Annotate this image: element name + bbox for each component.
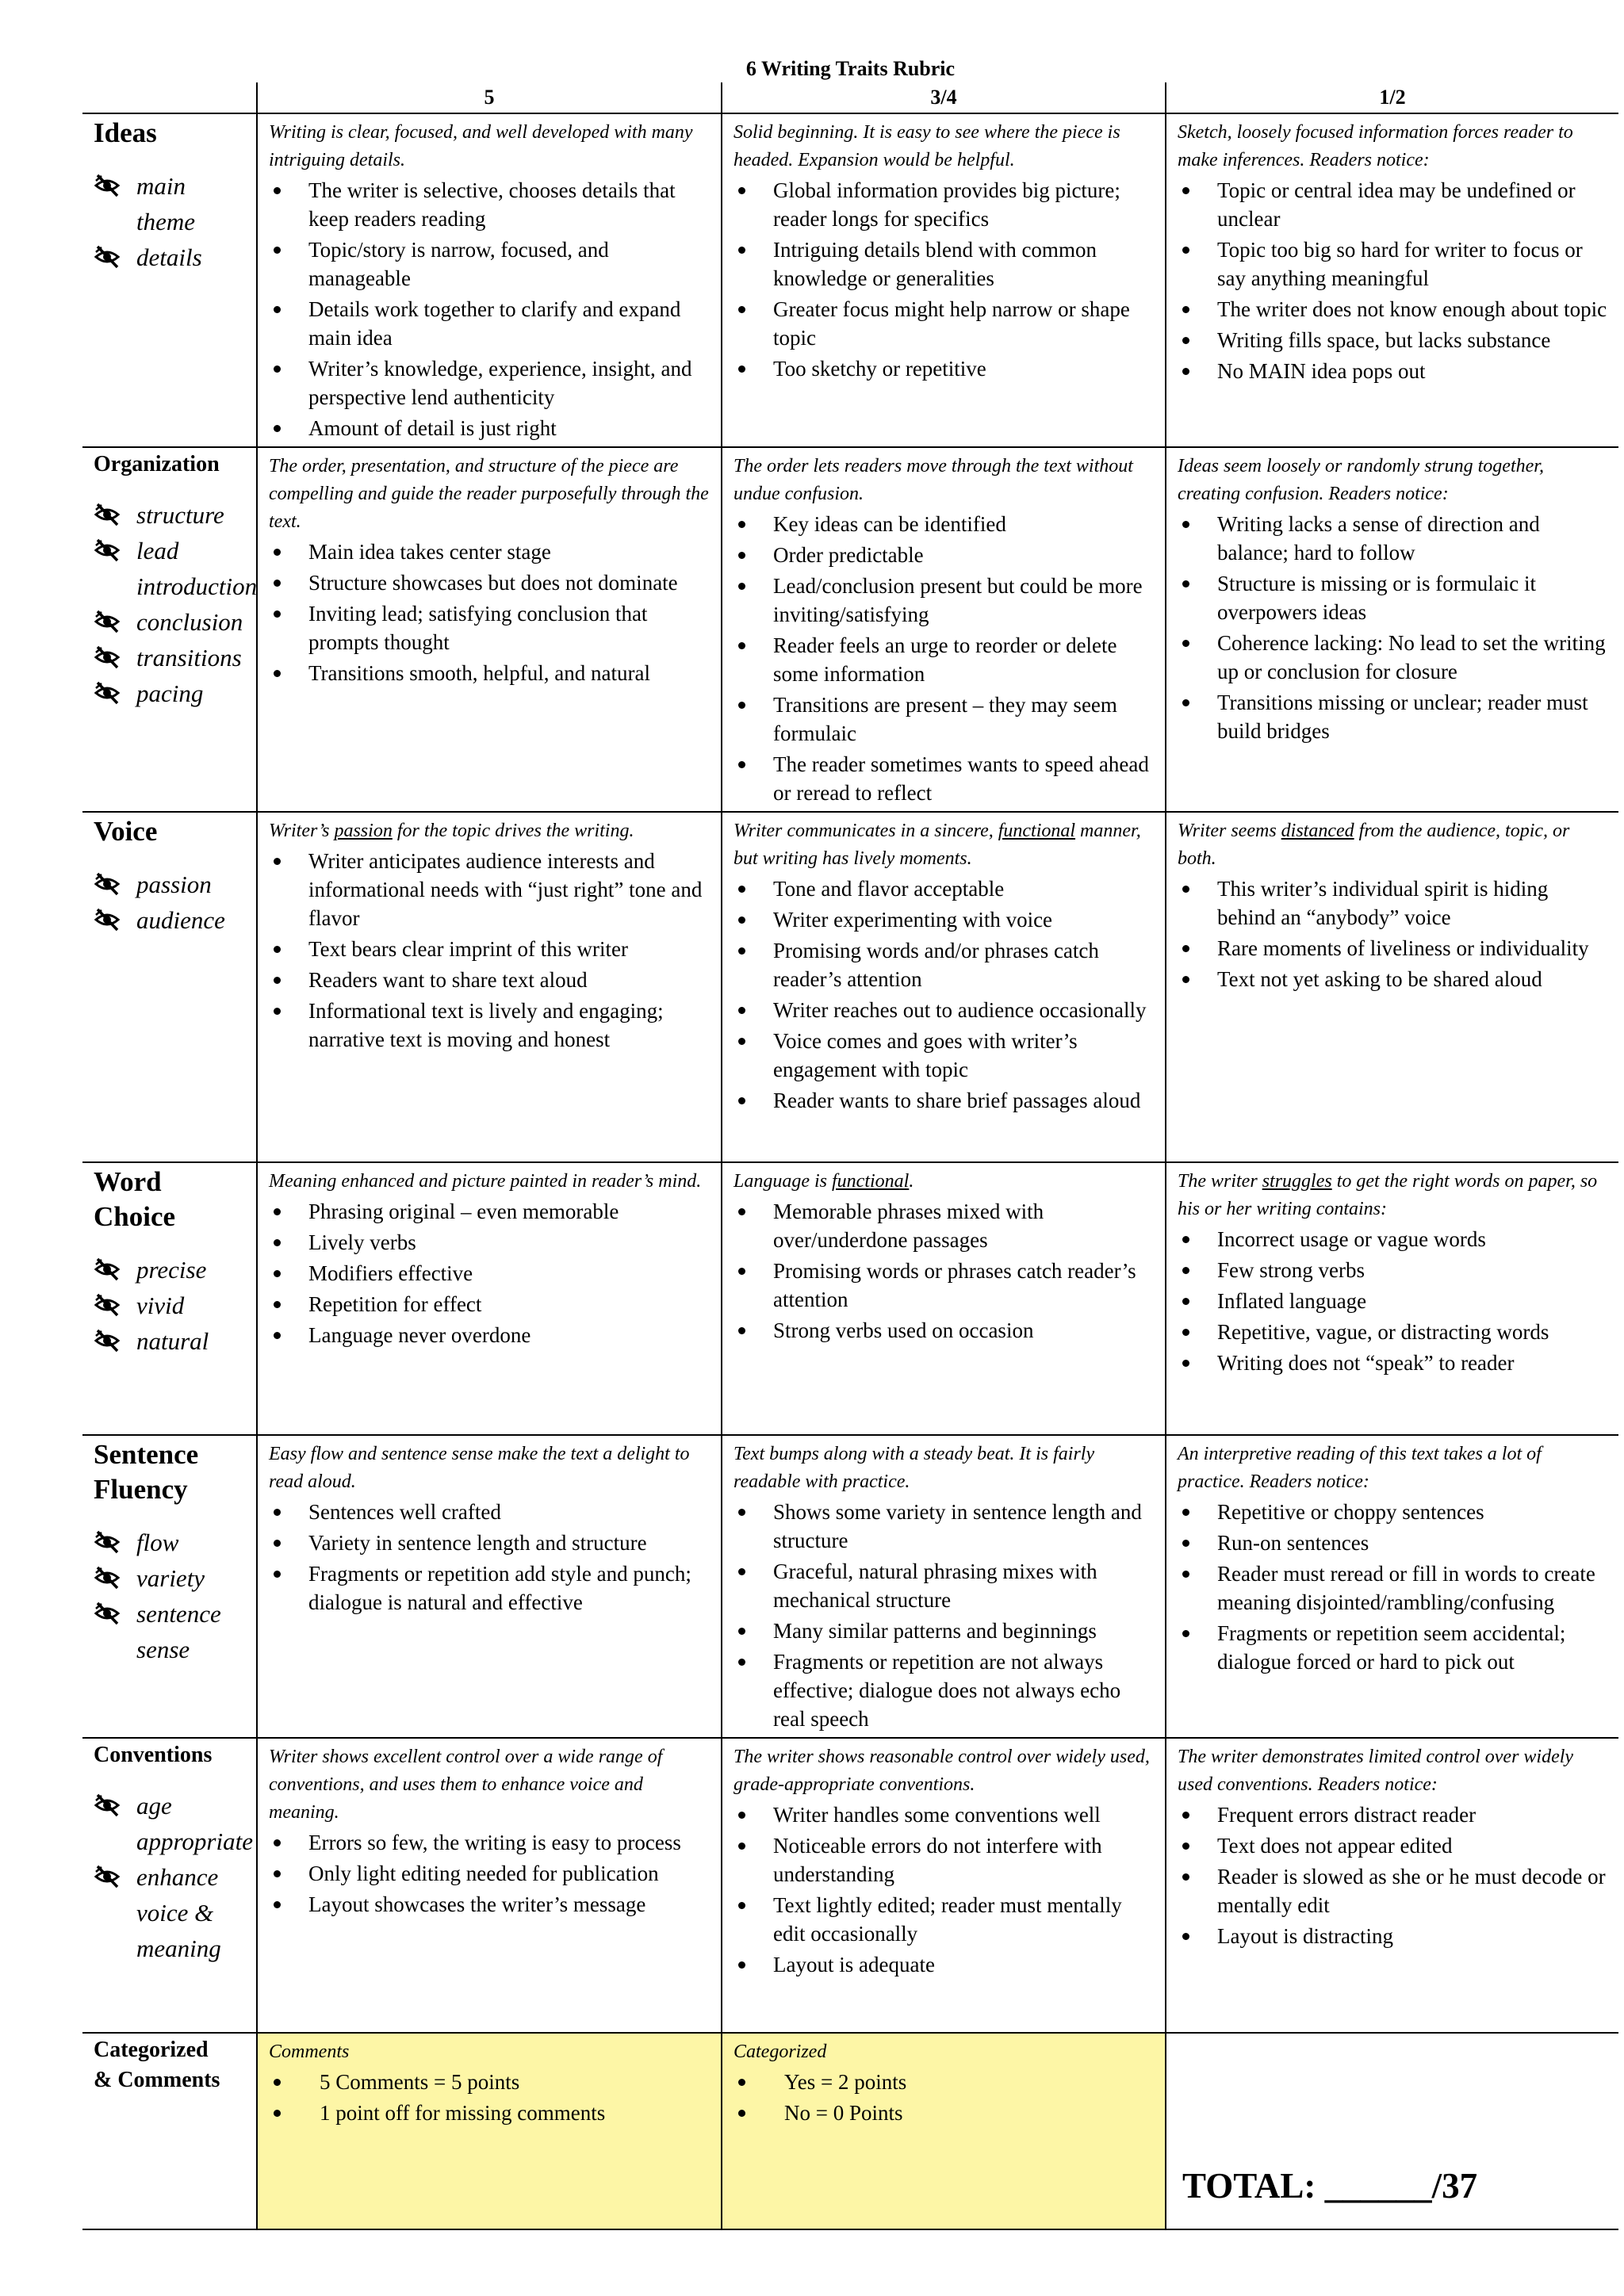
rubric-cell-c5 xyxy=(257,1435,722,1738)
criteria-item: Writing lacks a sense of direction and balance; hard to follow xyxy=(1178,510,1607,567)
criteria-item: This writer’s individual spirit is hiding behind an “anybody” voice xyxy=(1178,874,1607,932)
trait-title: Word Choice xyxy=(94,1166,176,1232)
criteria-item: Inflated language xyxy=(1178,1287,1607,1315)
subpoint-label: natural xyxy=(136,1327,209,1355)
crossed-eye-icon xyxy=(94,243,121,270)
criteria-item: Errors so few, the writing is easy to process xyxy=(269,1828,710,1857)
rubric-cell-c34 xyxy=(722,1162,1166,1435)
score-description xyxy=(269,817,710,845)
criteria-item: Writer handles some conventions well xyxy=(733,1800,1154,1829)
scoring-item: 1 point off for missing comments xyxy=(269,2099,710,2127)
criteria-list xyxy=(269,176,710,442)
criteria-item: Run-on sentences xyxy=(1178,1529,1607,1557)
rubric-cell-c5 xyxy=(257,447,722,812)
criteria-list xyxy=(269,1197,710,1349)
score-description: The order, presentation, and structure of the piece are compelling and guide the reader purposefully through the text. xyxy=(269,456,709,532)
score-description xyxy=(733,1168,1154,1196)
subpoint-label: vivid xyxy=(136,1292,185,1319)
crossed-eye-icon xyxy=(94,500,121,527)
criteria-item: Writer’s knowledge, experience, insight, and perspective lend authenticity xyxy=(269,354,710,411)
trait-label-cell xyxy=(82,1162,257,1435)
subpoint-label: structure xyxy=(136,501,224,529)
criteria-item: Coherence lacking: No lead to set the writing up or conclusion for closure xyxy=(1178,629,1607,686)
trait-title: Ideas xyxy=(94,117,157,148)
rubric-cell-c12 xyxy=(1166,113,1618,447)
document-title: 6 Writing Traits Rubric xyxy=(745,57,956,80)
criteria-item: Layout is adequate xyxy=(733,1950,1154,1979)
criteria-item: Text lightly edited; reader must mentally edit occasionally xyxy=(733,1891,1154,1948)
criteria-item: Strong verbs used on occasion xyxy=(733,1316,1154,1345)
trait-subpoint xyxy=(94,1525,245,1560)
criteria-item: Layout is distracting xyxy=(1178,1922,1607,1950)
trait-subpoints xyxy=(94,867,245,938)
description-text: Language is xyxy=(733,1171,833,1192)
rubric-cell-c34 xyxy=(722,113,1166,447)
scoring-heading: Categorized xyxy=(733,2042,827,2062)
criteria-item: Too sketchy or repetitive xyxy=(733,354,1154,383)
criteria-item: Topic/story is narrow, focused, and manageable xyxy=(269,235,710,293)
scoring-cell-c34 xyxy=(722,2033,1166,2229)
crossed-eye-icon xyxy=(94,870,121,897)
criteria-item: Fragments or repetition are not always effective; dialogue does not always echo real speech xyxy=(733,1647,1154,1733)
description-text: Writer’s xyxy=(269,821,335,841)
crossed-eye-icon xyxy=(94,1791,121,1818)
rubric-cell-c5 xyxy=(257,1162,722,1435)
criteria-item: Graceful, natural phrasing mixes with mechanical structure xyxy=(733,1557,1154,1614)
criteria-list xyxy=(1178,1800,1607,1950)
column-header-5: 5 xyxy=(257,82,722,113)
criteria-item: Incorrect usage or vague words xyxy=(1178,1225,1607,1253)
trait-subpoint xyxy=(94,239,245,275)
scoring-item: 5 Comments = 5 points xyxy=(269,2068,710,2096)
score-description: Text bumps along with a steady beat. It is fairly readable with practice. xyxy=(733,1444,1095,1492)
trait-subpoints xyxy=(94,1525,245,1667)
criteria-item: Lively verbs xyxy=(269,1228,710,1257)
criteria-item: Main idea takes center stage xyxy=(269,538,710,566)
criteria-item: Amount of detail is just right xyxy=(269,414,710,442)
subpoint-label: audience xyxy=(136,906,225,934)
criteria-list xyxy=(1178,1498,1607,1676)
criteria-item: Variety in sentence length and structure xyxy=(269,1529,710,1557)
criteria-list xyxy=(733,176,1154,383)
score-description: Writer shows excellent control over a wide range of conventions, and uses them to enhance voice and meaning. xyxy=(269,1747,663,1823)
criteria-item: Text does not appear edited xyxy=(1178,1831,1607,1860)
rubric-cell-c34 xyxy=(722,447,1166,812)
rubric-body xyxy=(82,113,1618,2229)
criteria-list xyxy=(733,874,1154,1115)
criteria-item: The reader sometimes wants to speed ahead or reread to reflect xyxy=(733,750,1154,807)
description-text: Writer seems xyxy=(1178,821,1281,841)
column-header-row xyxy=(82,82,1618,113)
criteria-item: Writer experimenting with voice xyxy=(733,905,1154,934)
criteria-list xyxy=(269,1498,710,1617)
criteria-item: Readers want to share text aloud xyxy=(269,966,710,994)
description-text: manner, but writing has lively moments. xyxy=(733,821,1141,869)
criteria-item: Informational text is lively and engaging; narrative text is moving and honest xyxy=(269,997,710,1054)
criteria-item: The writer does not know enough about topic xyxy=(1178,295,1607,323)
subpoint-label: flow xyxy=(136,1529,179,1556)
criteria-item: Reader is slowed as she or he must decode or mentally edit xyxy=(1178,1862,1607,1919)
scoring-list xyxy=(269,2068,710,2127)
criteria-list xyxy=(733,510,1154,807)
criteria-item: Promising words or phrases catch reader’s attention xyxy=(733,1257,1154,1314)
criteria-item: Writing fills space, but lacks substance xyxy=(1178,326,1607,354)
crossed-eye-icon xyxy=(94,643,121,670)
rubric-cell-c5 xyxy=(257,812,722,1162)
criteria-item: Sentences well crafted xyxy=(269,1498,710,1526)
criteria-item: The writer is selective, chooses details that keep readers reading xyxy=(269,176,710,233)
rubric-cell-c5 xyxy=(257,1738,722,2033)
subpoint-label: conclusion xyxy=(136,608,243,636)
crossed-eye-icon xyxy=(94,607,121,634)
trait-row xyxy=(82,113,1618,447)
trait-row xyxy=(82,812,1618,1162)
criteria-list xyxy=(1178,176,1607,385)
criteria-item: Tone and flavor acceptable xyxy=(733,874,1154,903)
trait-subpoint xyxy=(94,1323,245,1359)
criteria-item: Writing does not “speak” to reader xyxy=(1178,1349,1607,1377)
score-description xyxy=(1178,817,1607,873)
criteria-item: Reader must reread or fill in words to create meaning disjointed/rambling/confusing xyxy=(1178,1559,1607,1617)
score-description: Solid beginning. It is easy to see where the piece is headed. Expansion would be helpful. xyxy=(733,122,1120,170)
criteria-list xyxy=(733,1498,1154,1733)
description-text: The writer xyxy=(1178,1171,1262,1192)
trait-label-cell xyxy=(82,812,257,1162)
criteria-item: Topic or central idea may be undefined or unclear xyxy=(1178,176,1607,233)
criteria-list xyxy=(733,1800,1154,1979)
criteria-item: Promising words and/or phrases catch reader’s attention xyxy=(733,936,1154,993)
trait-label-cell xyxy=(82,1738,257,2033)
rubric-cell-c34 xyxy=(722,1435,1166,1738)
subpoint-label: passion xyxy=(136,871,212,898)
criteria-item: Layout showcases the writer’s message xyxy=(269,1890,710,1919)
criteria-item: Language never overdone xyxy=(269,1321,710,1349)
criteria-item: Structure showcases but does not dominate xyxy=(269,568,710,597)
description-text: Writer communicates in a sincere, xyxy=(733,821,998,841)
criteria-item: Structure is missing or is formulaic it overpowers ideas xyxy=(1178,569,1607,626)
criteria-item: Many similar patterns and beginnings xyxy=(733,1617,1154,1645)
criteria-item: Global information provides big picture; reader longs for specifics xyxy=(733,176,1154,233)
rubric-cell-c12 xyxy=(1166,1738,1618,2033)
score-description xyxy=(733,817,1154,873)
criteria-item: Fragments or repetition seem accidental; dialogue forced or hard to pick out xyxy=(1178,1619,1607,1676)
trait-subpoints xyxy=(94,1252,245,1359)
trait-label-cell xyxy=(82,1435,257,1738)
description-text: . xyxy=(909,1171,914,1192)
trait-subpoint xyxy=(94,867,245,902)
crossed-eye-icon xyxy=(94,1326,121,1353)
criteria-item: Greater focus might help narrow or shape topic xyxy=(733,295,1154,352)
description-emphasis: passion xyxy=(334,821,393,841)
subpoint-label: lead introduction xyxy=(136,537,257,600)
trait-subpoint xyxy=(94,1596,245,1667)
trait-title: Conventions xyxy=(94,1743,213,1767)
trait-subpoint xyxy=(94,533,257,604)
trait-title: Categorized & Comments xyxy=(94,2038,220,2092)
crossed-eye-icon xyxy=(94,1291,121,1318)
crossed-eye-icon xyxy=(94,679,121,706)
criteria-item: Fragments or repetition add style and punch; dialogue is natural and effective xyxy=(269,1559,710,1617)
trait-row xyxy=(82,1738,1618,2033)
criteria-item: Rare moments of liveliness or individuality xyxy=(1178,934,1607,962)
subpoint-label: main theme xyxy=(136,172,196,235)
total-cell xyxy=(1166,2033,1618,2229)
crossed-eye-icon xyxy=(94,1528,121,1555)
criteria-list xyxy=(733,1197,1154,1345)
trait-title: Sentence Fluency xyxy=(94,1439,199,1505)
trait-subpoints xyxy=(94,1788,253,1966)
criteria-item: Noticeable errors do not interfere with understanding xyxy=(733,1831,1154,1888)
crossed-eye-icon xyxy=(94,171,121,198)
criteria-list xyxy=(269,538,710,687)
criteria-item: Key ideas can be identified xyxy=(733,510,1154,538)
total-score: TOTAL: ______/37 xyxy=(1182,2166,1478,2206)
criteria-item: Text bears clear imprint of this writer xyxy=(269,935,710,963)
criteria-item: Intriguing details blend with common knowledge or generalities xyxy=(733,235,1154,293)
criteria-item: Few strong verbs xyxy=(1178,1256,1607,1284)
criteria-item: Transitions are present – they may seem formulaic xyxy=(733,691,1154,748)
subpoint-label: sentence sense xyxy=(136,1600,221,1663)
column-header-blank xyxy=(82,82,257,113)
trait-label-cell xyxy=(82,113,257,447)
crossed-eye-icon xyxy=(94,536,121,563)
scoring-heading: Comments xyxy=(269,2042,350,2062)
criteria-item: Voice comes and goes with writer’s engagement with topic xyxy=(733,1027,1154,1084)
trait-label-cell xyxy=(82,2033,257,2229)
criteria-list xyxy=(1178,874,1607,993)
criteria-item: Only light editing needed for publication xyxy=(269,1859,710,1888)
description-text: for the topic drives the writing. xyxy=(392,821,634,841)
trait-subpoint xyxy=(94,675,245,711)
criteria-item: Reader feels an urge to reorder or delete some information xyxy=(733,631,1154,688)
trait-title: Voice xyxy=(94,816,158,847)
subpoint-label: transitions xyxy=(136,644,242,672)
subpoint-label: variety xyxy=(136,1564,205,1592)
score-description: The writer demonstrates limited control over widely used conventions. Readers notice: xyxy=(1178,1747,1574,1795)
crossed-eye-icon xyxy=(94,1599,121,1626)
trait-subpoint xyxy=(94,1560,245,1596)
crossed-eye-icon xyxy=(94,1563,121,1590)
criteria-item: Lead/conclusion present but could be more inviting/satisfying xyxy=(733,572,1154,629)
trait-subpoint xyxy=(94,902,245,938)
crossed-eye-icon xyxy=(94,1255,121,1282)
scoring-row xyxy=(82,2033,1618,2229)
rubric-page xyxy=(82,55,1618,2230)
rubric-cell-c12 xyxy=(1166,1162,1618,1435)
trait-label-cell xyxy=(82,447,257,812)
criteria-item: Phrasing original – even memorable xyxy=(269,1197,710,1226)
description-emphasis: functional xyxy=(832,1171,910,1192)
scoring-list xyxy=(733,2068,1154,2127)
criteria-item: Inviting lead; satisfying conclusion that prompts thought xyxy=(269,599,710,656)
criteria-list xyxy=(269,1828,710,1919)
trait-subpoint xyxy=(94,1252,245,1288)
score-description: Meaning enhanced and picture painted in reader’s mind. xyxy=(269,1171,702,1192)
criteria-item: Transitions missing or unclear; reader must build bridges xyxy=(1178,688,1607,745)
trait-subpoint xyxy=(94,604,245,640)
criteria-item: Writer reaches out to audience occasionally xyxy=(733,996,1154,1024)
criteria-list xyxy=(269,847,710,1054)
crossed-eye-icon xyxy=(94,905,121,932)
criteria-item: Writer anticipates audience interests and informational needs with “just right” tone and flavor xyxy=(269,847,710,932)
criteria-item: Transitions smooth, helpful, and natural xyxy=(269,659,710,687)
rubric-cell-c34 xyxy=(722,812,1166,1162)
trait-subpoint xyxy=(94,1859,245,1966)
criteria-item: Topic too big so hard for writer to focus or say anything meaningful xyxy=(1178,235,1607,293)
trait-row xyxy=(82,1162,1618,1435)
scoring-cell-c5 xyxy=(257,2033,722,2229)
criteria-item: Details work together to clarify and expand main idea xyxy=(269,295,710,352)
description-text: from the audience, topic, or both. xyxy=(1178,821,1570,869)
criteria-list xyxy=(1178,510,1607,745)
criteria-item: No MAIN idea pops out xyxy=(1178,357,1607,385)
rubric-cell-c12 xyxy=(1166,447,1618,812)
criteria-item: Reader wants to share brief passages aloud xyxy=(733,1086,1154,1115)
subpoint-label: enhance voice & meaning xyxy=(136,1863,221,1962)
score-description: The writer shows reasonable control over widely used, grade-appropriate conventions. xyxy=(733,1747,1150,1795)
subpoint-label: precise xyxy=(136,1256,207,1284)
subpoint-label: pacing xyxy=(136,679,204,707)
criteria-item: Repetitive, vague, or distracting words xyxy=(1178,1318,1607,1346)
criteria-list xyxy=(1178,1225,1607,1377)
crossed-eye-icon xyxy=(94,1862,121,1889)
score-description: Writing is clear, focused, and well developed with many intriguing details. xyxy=(269,122,693,170)
trait-row xyxy=(82,1435,1618,1738)
score-description: Sketch, loosely focused information forces reader to make inferences. Readers notice: xyxy=(1178,122,1573,170)
rubric-cell-c34 xyxy=(722,1738,1166,2033)
criteria-item: Modifiers effective xyxy=(269,1259,710,1288)
score-description: The order lets readers move through the text without undue confusion. xyxy=(733,456,1133,504)
criteria-item: Shows some variety in sentence length and structure xyxy=(733,1498,1154,1555)
criteria-item: Order predictable xyxy=(733,541,1154,569)
subpoint-label: details xyxy=(136,243,202,271)
column-header-1-2: 1/2 xyxy=(1166,82,1618,113)
trait-subpoints xyxy=(94,168,245,275)
trait-title: Organization xyxy=(94,452,220,476)
description-emphasis: distanced xyxy=(1281,821,1354,841)
trait-subpoint xyxy=(94,168,245,239)
criteria-item: Frequent errors distract reader xyxy=(1178,1800,1607,1829)
criteria-item: Text not yet asking to be shared aloud xyxy=(1178,965,1607,993)
score-description: An interpretive reading of this text takes a lot of practice. Readers notice: xyxy=(1178,1444,1542,1492)
description-text: to get the right words on paper, so his or her writing contains: xyxy=(1178,1171,1598,1219)
score-description: Easy flow and sentence sense make the text a delight to read aloud. xyxy=(269,1444,690,1492)
criteria-item: Repetition for effect xyxy=(269,1290,710,1318)
criteria-item: Memorable phrases mixed with over/underdone passages xyxy=(733,1197,1154,1254)
trait-subpoint xyxy=(94,497,245,533)
trait-subpoint xyxy=(94,1288,245,1323)
criteria-item: Repetitive or choppy sentences xyxy=(1178,1498,1607,1526)
scoring-item: Yes = 2 points xyxy=(733,2068,1154,2096)
description-emphasis: functional xyxy=(998,821,1076,841)
scoring-item: No = 0 Points xyxy=(733,2099,1154,2127)
subpoint-label: age appropriate xyxy=(136,1792,253,1855)
rubric-table xyxy=(82,82,1618,2230)
rubric-cell-c12 xyxy=(1166,1435,1618,1738)
trait-subpoints xyxy=(94,497,257,711)
trait-subpoint xyxy=(94,640,245,675)
trait-row xyxy=(82,447,1618,812)
trait-subpoint xyxy=(94,1788,253,1859)
rubric-cell-c12 xyxy=(1166,812,1618,1162)
rubric-cell-c5 xyxy=(257,113,722,447)
score-description: Ideas seem loosely or randomly strung together, creating confusion. Readers notice: xyxy=(1178,456,1544,504)
score-description xyxy=(1178,1168,1607,1223)
column-header-3-4: 3/4 xyxy=(722,82,1166,113)
description-emphasis: struggles xyxy=(1262,1171,1332,1192)
